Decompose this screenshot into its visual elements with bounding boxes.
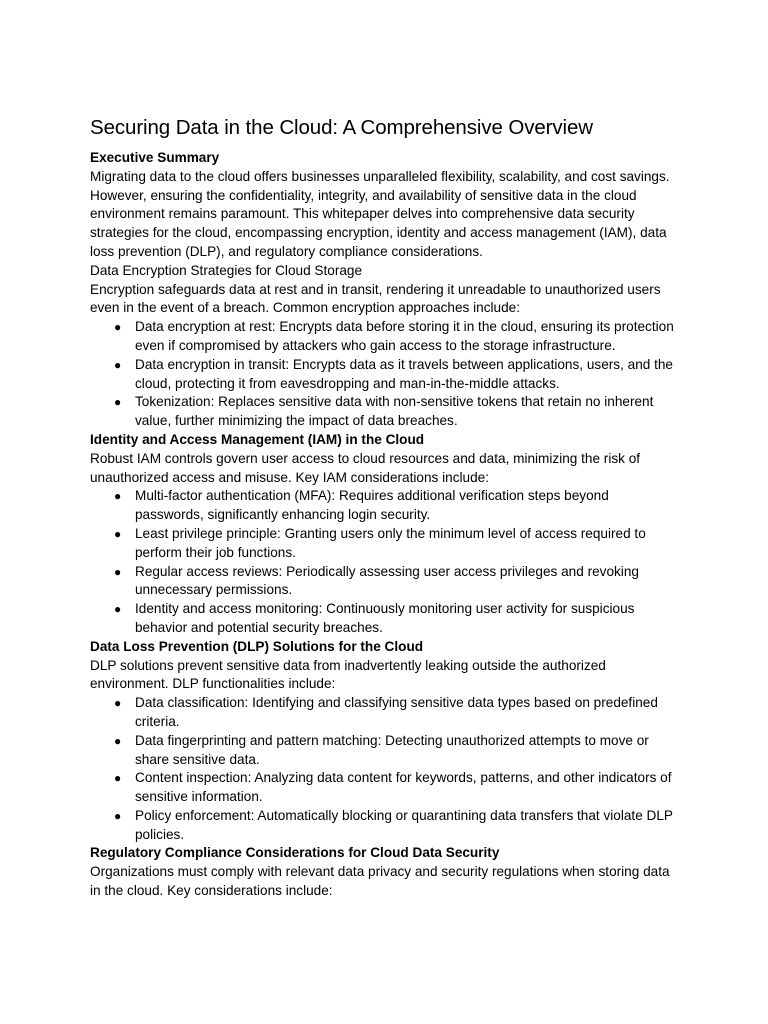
- section-heading-iam: Identity and Access Management (IAM) in the Cloud: [90, 431, 425, 447]
- bullet-list-iam: [90, 487, 680, 637]
- list-item: [114, 393, 680, 431]
- list-item: [114, 600, 680, 638]
- bullet-icon: ●: [114, 808, 122, 823]
- list-item-text: Data encryption at rest: Encrypts data before storing it in the cloud, ensuring its protection even if compromised by attackers who gain access to the storage infrastructure.: [135, 319, 674, 353]
- bullet-icon: ●: [114, 564, 122, 579]
- list-item: [114, 769, 680, 807]
- section-heading-executive-summary: Executive Summary: [90, 150, 220, 165]
- list-item: [114, 807, 680, 845]
- section-heading-dlp: Data Loss Prevention (DLP) Solutions for the Cloud: [90, 638, 424, 654]
- section-paragraph-executive-summary: Migrating data to the cloud offers businesses unparalleled flexibility, scalability, and cost savings. However, ensuring the confidentiality, integrity, and availability of sensitive data in the cloud environment remains paramount. This whitepaper delves into comprehensive data security strategies for the cloud, encompassing encryption, identity and access management (IAM), data loss prevention (DLP), and regulatory compliance considerations.: [90, 168, 670, 259]
- bullet-icon: ●: [114, 320, 122, 335]
- list-item-text: Regular access reviews: Periodically assessing user access privileges and revoking unnecessary permissions.: [135, 563, 639, 598]
- bullet-list-dlp: [90, 694, 680, 844]
- bullet-icon: ●: [114, 489, 122, 504]
- bullet-icon: ●: [114, 696, 122, 711]
- bullet-icon: ●: [114, 733, 122, 748]
- list-item-text: Data classification: Identifying and classifying sensitive data types based on predefined criteria.: [135, 695, 658, 729]
- bullet-icon: ●: [114, 357, 122, 372]
- list-item: [114, 525, 680, 563]
- section-paragraph-iam: Robust IAM controls govern user access to cloud resources and data, minimizing the risk of unauthorized access and misuse. Key IAM considerations include:: [90, 450, 641, 485]
- document-page: [90, 115, 680, 901]
- list-item-text: Least privilege principle: Granting users only the minimum level of access required to perform their job functions.: [135, 525, 646, 560]
- list-item-text: Identity and access monitoring: Continuously monitoring user activity for suspicious behavior and potential security breaches.: [135, 601, 635, 635]
- bullet-icon: ●: [114, 771, 122, 786]
- section-heading-data-encryption: Data Encryption Strategies for Cloud Storage: [90, 262, 363, 278]
- page-title: Securing Data in the Cloud: A Comprehensive Overview: [90, 116, 594, 139]
- list-item: [114, 732, 680, 770]
- section-paragraph-regulatory-compliance: Organizations must comply with relevant data privacy and security regulations when storing data in the cloud. Key considerations include:: [90, 864, 670, 899]
- list-item-text: Policy enforcement: Automatically blocking or quarantining data transfers that violate DLP policies.: [135, 807, 673, 842]
- list-item-text: Content inspection: Analyzing data content for keywords, patterns, and other indicators of sensitive information.: [135, 770, 672, 805]
- section-paragraph-dlp: DLP solutions prevent sensitive data from inadvertently leaking outside the authorized environment. DLP functionalities include:: [90, 657, 606, 692]
- list-item-text: Data encryption in transit: Encrypts data as it travels between applications, users, and the cloud, protecting it from eavesdropping and man-in-the-middle attacks.: [135, 356, 673, 391]
- bullet-icon: ●: [114, 602, 122, 617]
- list-item-text: Data fingerprinting and pattern matching: Detecting unauthorized attempts to move or share sensitive data.: [135, 732, 649, 767]
- list-item: [114, 694, 680, 732]
- bullet-icon: ●: [114, 395, 122, 410]
- list-item: [114, 487, 680, 525]
- list-item-text: Tokenization: Replaces sensitive data with non-sensitive tokens that retain no inherent value, further minimizing the impact of data breaches.: [135, 394, 654, 429]
- list-item: [114, 356, 680, 394]
- bullet-list-data-encryption: [90, 318, 680, 431]
- section-heading-regulatory-compliance: Regulatory Compliance Considerations for Cloud Data Security: [90, 845, 500, 861]
- section-paragraph-data-encryption: Encryption safeguards data at rest and in transit, rendering it unreadable to unauthorized users even in the event of a breach. Common encryption approaches include:: [90, 281, 661, 316]
- list-item: [114, 563, 680, 601]
- list-item: [114, 318, 680, 356]
- bullet-icon: ●: [114, 526, 122, 541]
- list-item-text: Multi-factor authentication (MFA): Requires additional verification steps beyond passwords, significantly enhancing login security.: [135, 488, 609, 523]
